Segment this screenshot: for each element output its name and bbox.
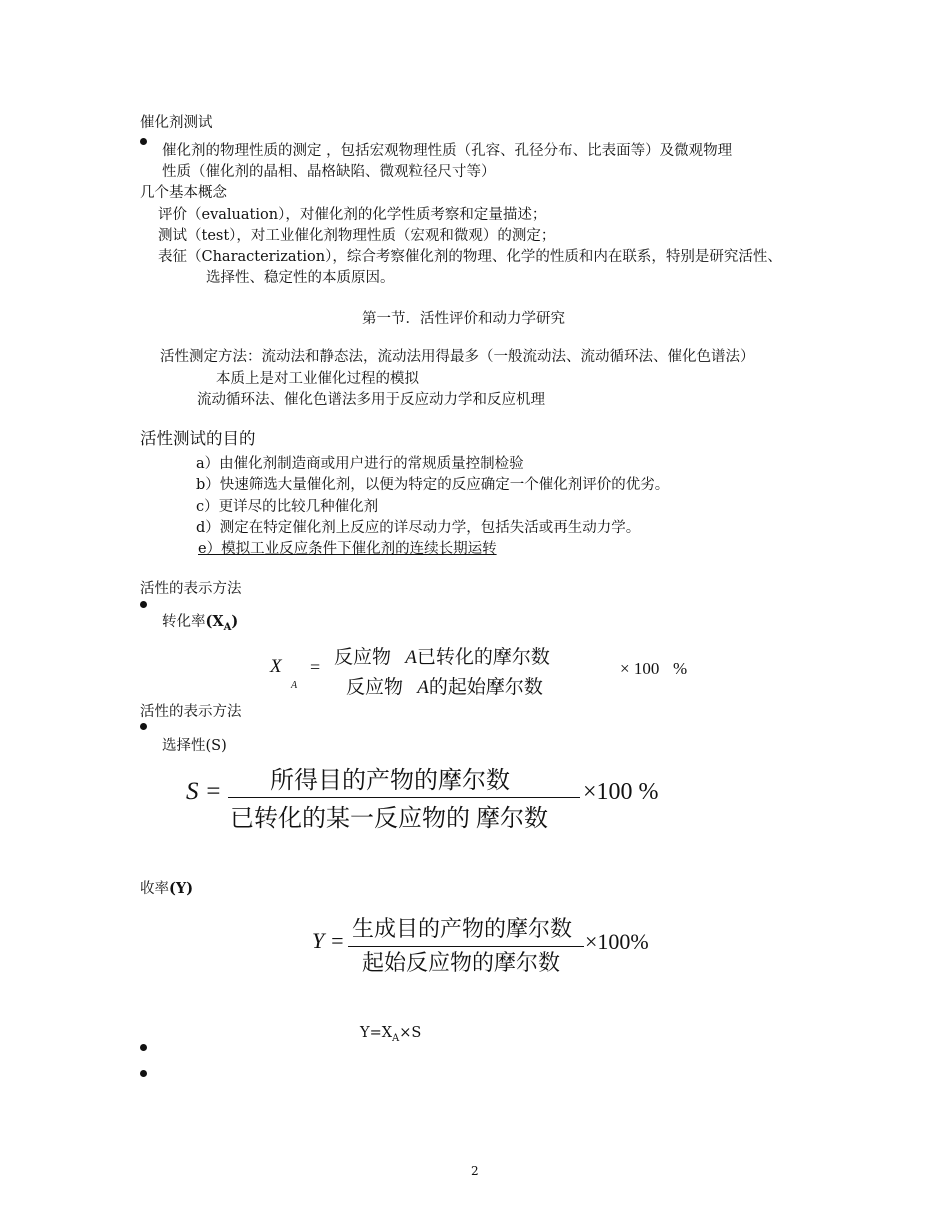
bullet-icon <box>140 1070 147 1077</box>
conversion-label-open: (X <box>205 613 224 630</box>
conversion-numerator <box>334 642 550 669</box>
purpose-item-c: c）更详尽的比较几种催化剂 <box>196 499 379 515</box>
yield-lhs: Y = <box>312 928 345 953</box>
methods-line1: 活性测定方法：流动法和静态法，流动法用得最多（一般流动法、流动循环法、催化色谱法） <box>160 349 755 365</box>
yield-denominator: 起始反应物的摩尔数 <box>362 950 561 975</box>
selectivity-lhs: S = <box>186 778 222 805</box>
conversion-percent: % <box>673 659 688 678</box>
conversion-lhs: X <box>270 656 282 677</box>
yield-label-prefix: 收率 <box>140 881 169 897</box>
conversion-equals: = <box>310 657 321 677</box>
methods-line3: 流动循环法、催化色谱法多用于反应动力学和反应机理 <box>197 392 545 408</box>
conversion-label-close: ) <box>231 613 239 630</box>
yield-relation-rest: ×S <box>399 1025 422 1041</box>
conversion-lhs-sub: A <box>291 680 298 691</box>
conversion-den-rest: 的起始摩尔数 <box>428 677 543 698</box>
purpose-item-e-text: e）模拟工业反应条件下催化剂的连续长期运转 <box>198 541 497 557</box>
yield-relation-y: Y=X <box>360 1025 393 1041</box>
bullet-icon <box>140 1044 147 1051</box>
intro-bullet-line1: 催化剂的物理性质的测定 ，包括宏观物理性质（孔容、孔径分布、比表面等）及微观物理 <box>162 143 733 159</box>
selectivity-label: 选择性(S) <box>162 738 227 754</box>
purpose-item-b: b）快速筛选大量催化剂，以便为特定的反应确定一个催化剂评价的优劣。 <box>196 477 670 493</box>
bullet-icon <box>140 723 147 730</box>
selectivity-heading: 活性的表示方法 <box>140 704 242 720</box>
yield-relation <box>360 1024 421 1044</box>
intro-bullet-line2: 性质（催化剂的晶相、晶格缺陷、微观粒径尺寸等） <box>162 164 496 180</box>
concept-characterization-line2: 选择性、稳定性的本质原因。 <box>206 270 395 286</box>
conversion-heading: 活性的表示方法 <box>140 581 242 597</box>
selectivity-numerator: 所得目的产物的摩尔数 <box>270 768 510 794</box>
concept-evaluation: 评价（evaluation），对催化剂的化学性质考察和定量描述； <box>158 207 547 223</box>
bullet-icon <box>140 601 147 608</box>
purpose-heading: 活性测试的目的 <box>140 429 256 448</box>
yield-numerator: 生成目的产物的摩尔数 <box>352 916 573 941</box>
selectivity-denominator: 已转化的某一反应物的 摩尔数 <box>230 806 548 832</box>
yield-label-bold: (Y) <box>169 880 194 897</box>
conversion-label-sub: A <box>223 622 232 633</box>
yield-relation-sub: A <box>392 1033 400 1044</box>
yield-rhs: ×100% <box>585 929 649 954</box>
section-title: 第一节．活性评价和动力学研究 <box>362 311 565 327</box>
selectivity-rhs: ×100 % <box>583 779 659 805</box>
purpose-item-a: a）由催化剂制造商或用户进行的常规质量控制检验 <box>196 456 524 472</box>
conversion-times: × 100 <box>620 659 660 678</box>
concepts-heading: 几个基本概念 <box>140 185 227 201</box>
concept-test: 测试（test），对工业催化剂物理性质（宏观和微观）的测定； <box>158 228 556 244</box>
intro-heading: 催化剂测试 <box>140 115 213 131</box>
conversion-den-text: 反应物 <box>346 677 404 698</box>
conversion-label-prefix: 转化率 <box>162 614 206 630</box>
purpose-item-d: d）测定在特定催化剂上反应的详尽动力学，包括失活或再生动力学。 <box>196 520 641 536</box>
bullet-icon <box>140 138 147 145</box>
conversion-label <box>162 613 238 633</box>
yield-label <box>140 880 193 898</box>
conversion-num-text: 反应物 <box>334 647 392 668</box>
page-number: 2 <box>471 1164 479 1178</box>
conversion-num-rest: 已转化的摩尔数 <box>416 647 550 668</box>
conversion-num-var: A <box>405 647 417 668</box>
purpose-item-e <box>198 540 497 558</box>
conversion-den-var: A <box>417 677 429 698</box>
concept-characterization-line1: 表征（Characterization），综合考察催化剂的物理、化学的性质和内在联系，特别是研究活性、 <box>158 249 782 265</box>
conversion-denominator <box>346 672 543 699</box>
methods-line2: 本质上是对工业催化过程的模拟 <box>216 371 419 387</box>
